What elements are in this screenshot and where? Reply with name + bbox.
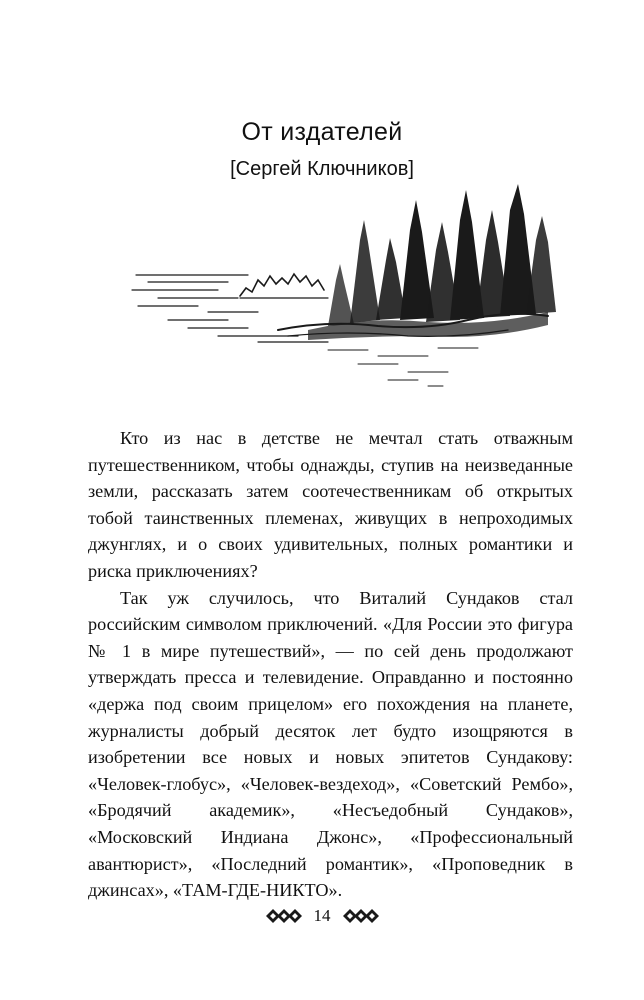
forest-lake-sketch-icon [128,180,558,410]
ornament-icon [341,907,381,925]
ornament-icon [264,907,304,925]
paragraph: Так уж случилось, что Виталий Сундаков стал российским символом приключений. «Для России это фигура № 1 в мире путешествий», — по сей день продолжают утверждать пресса и телевидение. Оправданно и постоянно «держа под своим прицелом» его похождения на планете, журналисты добрый десяток лет будто изощряются в изобретении все новых и новых эпитетов Сундакову: «Человек-глобус», «Человек-вездеход», «Советский Рембо», «Бродячий академик», «Несъедобный Сундаков», «Московский Индиана Джонс», «Профессиональный авантюрист», «Последний романтик», «Проповедник в джинсах», «ТАМ-ГДЕ-НИКТО». [88,587,573,901]
page-number: 14 [313,906,331,925]
author-name: [Сергей Ключников] [230,158,414,180]
page-footer [0,906,644,926]
page-title: От издателей [241,118,403,146]
paragraph: Кто из нас в детстве не мечтал стать отважным путешественником, чтобы однажды, ступив на неизведанные земли, рассказать затем соотечественникам об открытых тобой таинственных племенах, живущих в непроходимых джунглях, и о своих удивительных, полных романтики и риска приключениях? [88,428,573,581]
article-body [88,425,573,904]
